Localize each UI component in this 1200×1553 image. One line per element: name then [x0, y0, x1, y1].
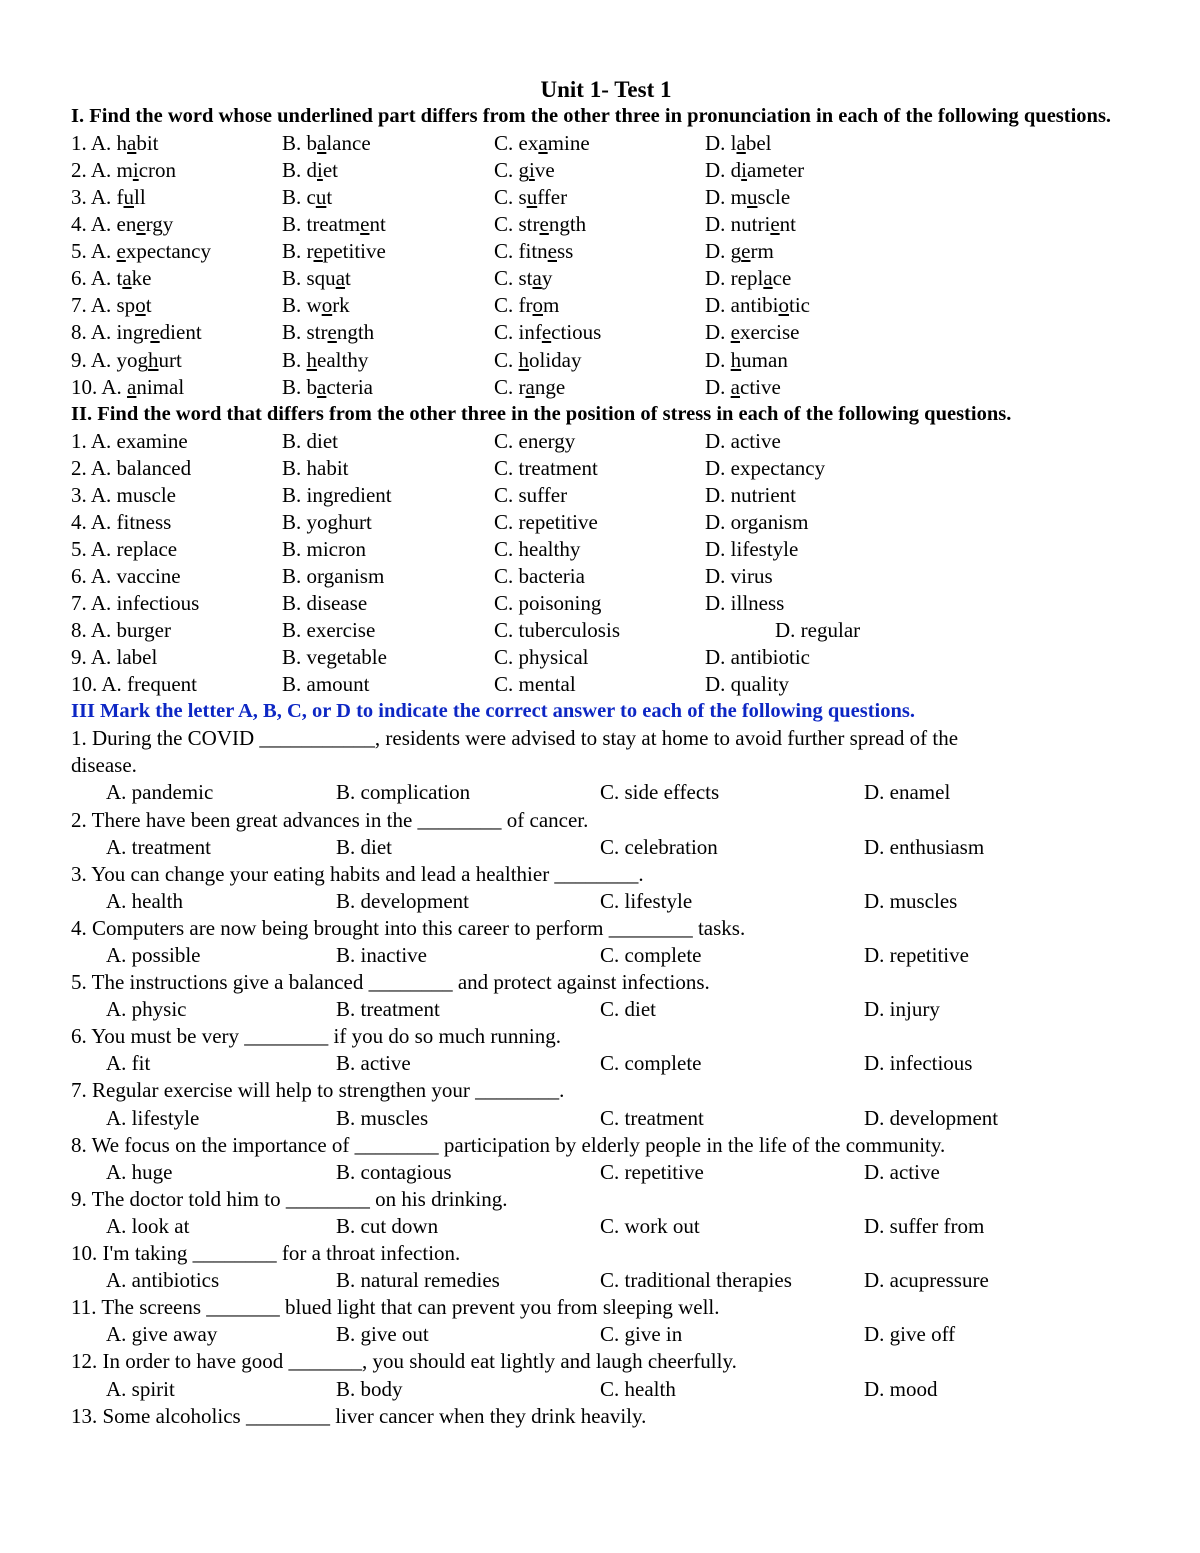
- section-1-list: [71, 130, 1141, 401]
- question-row: [71, 130, 1141, 157]
- underlined-part: e: [741, 239, 751, 264]
- option-a: A. fit: [106, 1051, 151, 1076]
- underlined-part: a: [736, 130, 746, 155]
- option-a: A. give away: [106, 1322, 218, 1347]
- question-text: 1. During the COVID ___________, residents were advised to stay at home to avoid further spread of the: [71, 726, 959, 751]
- option-c: C. range: [494, 374, 566, 399]
- option-d: D. give off: [864, 1322, 956, 1347]
- option-d: D. mood: [864, 1376, 938, 1401]
- option-d: D. enthusiasm: [864, 834, 985, 859]
- answer-options: [71, 1105, 1141, 1132]
- option-b: B. cut: [282, 184, 333, 209]
- option-b: B. diet: [282, 157, 339, 182]
- underlined-part: a: [763, 266, 773, 291]
- option-d: D. infectious: [864, 1051, 973, 1076]
- option-a: 7. A. spot: [71, 293, 152, 318]
- option-a: 2. A. micron: [71, 157, 177, 182]
- answer-options: [71, 1321, 1141, 1348]
- option-c: C. energy: [494, 428, 576, 453]
- option-a: A. health: [106, 888, 183, 913]
- question-row: [71, 319, 1141, 346]
- option-c: C. work out: [600, 1213, 700, 1238]
- underlined-part: a: [532, 266, 542, 291]
- answer-options: [71, 888, 1141, 915]
- underlined-part: o: [532, 293, 543, 318]
- option-b: B. treatment: [336, 997, 440, 1022]
- underlined-part: h: [306, 347, 318, 372]
- option-c: C. side effects: [600, 780, 720, 805]
- option-b: B. complication: [336, 780, 471, 805]
- option-b: B. exercise: [282, 618, 376, 643]
- underlined-part: i: [529, 157, 535, 182]
- option-c: C. repetitive: [494, 509, 598, 534]
- option-a: 10. A. frequent: [71, 672, 197, 697]
- option-c: C. treatment: [494, 455, 598, 480]
- option-d: D. active: [864, 1159, 940, 1184]
- underlined-part: u: [526, 184, 538, 209]
- option-b: B. active: [336, 1051, 411, 1076]
- option-a: A. huge: [106, 1159, 173, 1184]
- answer-options: [71, 1050, 1141, 1077]
- section-2-heading: II. Find the word that differs from the other three in the position of stress in each of the following questions.: [71, 402, 1012, 425]
- underlined-part: a: [317, 374, 327, 399]
- question-text-continued: disease.: [71, 753, 137, 778]
- answer-options: [71, 996, 1141, 1023]
- option-a: 6. A. take: [71, 266, 152, 291]
- answer-options: [71, 834, 1141, 861]
- option-c: C. suffer: [494, 184, 568, 209]
- option-d: D. nutrient: [705, 212, 796, 237]
- answer-options: [71, 1213, 1141, 1240]
- answer-options: [71, 1267, 1141, 1294]
- question-row: [71, 211, 1141, 238]
- option-b: B. muscles: [336, 1105, 429, 1130]
- option-b: B. contagious: [336, 1159, 452, 1184]
- option-b: B. give out: [336, 1322, 429, 1347]
- option-c: C. treatment: [600, 1105, 704, 1130]
- question-text: 13. Some alcoholics ________ liver cancer when they drink heavily.: [71, 1403, 647, 1428]
- option-c: C. tuberculosis: [494, 618, 620, 643]
- option-d: D. suffer from: [864, 1213, 985, 1238]
- option-c: C. from: [494, 293, 560, 318]
- option-d: D. illness: [705, 591, 785, 616]
- question-row: [71, 238, 1141, 265]
- question-row: [71, 509, 1141, 536]
- option-c: C. complete: [600, 1051, 702, 1076]
- underlined-part: o: [135, 293, 146, 318]
- option-d: D. active: [705, 428, 781, 453]
- question-row: [71, 347, 1141, 374]
- option-d: D. virus: [705, 564, 773, 588]
- underlined-part: e: [136, 212, 146, 237]
- answer-options: [71, 1159, 1141, 1186]
- question-row: [71, 644, 1141, 671]
- option-b: B. micron: [282, 536, 366, 561]
- option-c: C. fitness: [494, 239, 574, 264]
- option-c: C. mental: [494, 672, 576, 697]
- option-c: C. give in: [600, 1322, 683, 1347]
- option-c: C. physical: [494, 645, 589, 670]
- option-d: D. label: [705, 130, 772, 155]
- option-d: D. repetitive: [864, 943, 969, 968]
- underlined-part: e: [116, 239, 126, 264]
- option-b: B. strength: [282, 320, 375, 345]
- option-d: D. antibiotic: [705, 293, 810, 318]
- question-text: 3. You can change your eating habits and lead a healthier ________.: [71, 861, 644, 886]
- option-a: A. physic: [106, 997, 187, 1022]
- question-text: 5. The instructions give a balanced ________ and protect against infections.: [71, 970, 710, 995]
- option-d: D. replace: [705, 266, 792, 291]
- option-c: C. strength: [494, 212, 587, 237]
- option-a: A. treatment: [106, 834, 211, 859]
- question-row: [71, 536, 1141, 563]
- underlined-part: u: [123, 184, 134, 209]
- option-a: 9. A. label: [71, 645, 158, 670]
- answer-options: [71, 942, 1141, 969]
- option-d: D. expectancy: [705, 455, 826, 480]
- option-c: C. infectious: [494, 320, 602, 345]
- underlined-part: h: [518, 347, 530, 372]
- option-c: C. health: [600, 1376, 676, 1401]
- underlined-part: a: [335, 266, 346, 291]
- option-a: 9. A. yoghurt: [71, 347, 182, 372]
- section-3-heading: III Mark the letter A, B, C, or D to indicate the correct answer to each of the following questions.: [71, 700, 916, 723]
- underlined-part: e: [327, 320, 337, 345]
- question-row: [71, 671, 1141, 698]
- question-row: [71, 374, 1141, 401]
- question-row: [71, 184, 1141, 211]
- underlined-part: e: [770, 212, 780, 237]
- option-b: B. natural remedies: [336, 1268, 500, 1293]
- underlined-part: a: [127, 374, 137, 399]
- option-d: D. development: [864, 1105, 999, 1130]
- option-c: C. poisoning: [494, 591, 602, 616]
- option-a: 3. A. full: [71, 184, 146, 209]
- option-a: 5. A. replace: [71, 536, 178, 561]
- option-b: B. healthy: [282, 347, 369, 372]
- option-d: D. injury: [864, 997, 940, 1022]
- underlined-part: u: [747, 184, 758, 209]
- option-a: A. possible: [106, 943, 201, 968]
- option-a: 7. A. infectious: [71, 591, 200, 616]
- option-d: D. germ: [705, 239, 774, 264]
- question-row: [71, 292, 1141, 319]
- option-b: B. work: [282, 293, 350, 318]
- question-text: 4. Computers are now being brought into this career to perform ________ tasks.: [71, 915, 746, 940]
- underlined-part: e: [730, 320, 740, 345]
- option-b: B. balance: [282, 130, 371, 155]
- option-d: D. diameter: [705, 157, 805, 182]
- option-b: B. organism: [282, 564, 385, 588]
- option-b: B. ingredient: [282, 482, 392, 507]
- option-c: C. repetitive: [600, 1159, 704, 1184]
- underlined-part: a: [127, 130, 137, 155]
- option-d: D. regular: [775, 618, 861, 643]
- option-a: 8. A. burger: [71, 618, 171, 643]
- option-a: A. antibiotics: [106, 1268, 220, 1293]
- underlined-part: i: [132, 157, 139, 182]
- option-c: C. examine: [494, 130, 590, 155]
- underlined-part: h: [148, 347, 159, 372]
- question-row: [71, 563, 1141, 590]
- question-text: 12. In order to have good _______, you should eat lightly and laugh cheerfully.: [71, 1349, 737, 1374]
- option-a: A. lifestyle: [106, 1105, 200, 1130]
- page-title: Unit 1- Test 1: [540, 77, 672, 102]
- question-text: 7. Regular exercise will help to strengthen your ________.: [71, 1078, 565, 1103]
- option-b: B. inactive: [336, 943, 427, 968]
- option-a: A. pandemic: [106, 780, 214, 805]
- option-c: C. healthy: [494, 536, 581, 561]
- section-1-heading: I. Find the word whose underlined part differs from the other three in pronunciation in each of the following questions.: [71, 105, 1112, 127]
- answer-options: [71, 1376, 1141, 1403]
- question-row: [71, 265, 1141, 292]
- option-d: D. active: [705, 374, 781, 399]
- underlined-part: a: [730, 374, 740, 399]
- option-c: C. give: [494, 157, 555, 182]
- underlined-part: u: [315, 184, 327, 209]
- answer-options: [71, 779, 1141, 806]
- option-a: 4. A. energy: [71, 212, 174, 237]
- option-a: 1. A. examine: [71, 428, 188, 453]
- underlined-part: e: [150, 320, 160, 345]
- question-row: [71, 482, 1141, 509]
- underlined-part: a: [525, 374, 535, 399]
- option-d: D. exercise: [705, 320, 800, 345]
- option-d: D. enamel: [864, 780, 951, 805]
- underlined-part: a: [317, 130, 327, 155]
- option-a: 5. A. expectancy: [71, 239, 211, 264]
- question-text: 2. There have been great advances in the ________ of cancer.: [71, 807, 589, 832]
- option-d: D. nutrient: [705, 482, 796, 507]
- option-d: D. muscles: [864, 888, 958, 913]
- option-b: B. body: [336, 1376, 403, 1401]
- option-c: C. suffer: [494, 482, 568, 507]
- worksheet-page: [71, 76, 1141, 1430]
- option-a: 3. A. muscle: [71, 482, 176, 507]
- underlined-part: i: [741, 157, 748, 182]
- option-d: D. acupressure: [864, 1268, 989, 1293]
- option-b: B. vegetable: [282, 645, 387, 670]
- underlined-part: e: [547, 239, 557, 264]
- option-b: B. development: [336, 888, 469, 913]
- option-c: C. complete: [600, 943, 702, 968]
- option-b: B. squat: [282, 266, 351, 291]
- option-b: B. cut down: [336, 1213, 439, 1238]
- option-d: D. human: [705, 347, 788, 372]
- question-row: [71, 590, 1141, 617]
- option-b: B. diet: [282, 428, 338, 453]
- underlined-part: a: [122, 266, 132, 291]
- option-c: C. lifestyle: [600, 888, 693, 913]
- option-a: 10. A. animal: [71, 374, 185, 399]
- option-d: D. muscle: [705, 184, 791, 209]
- option-a: 2. A. balanced: [71, 455, 192, 480]
- option-c: C. celebration: [600, 834, 718, 859]
- question-row: [71, 428, 1141, 455]
- option-a: A. spirit: [106, 1376, 175, 1401]
- option-d: D. quality: [705, 672, 789, 697]
- underlined-part: i: [317, 157, 323, 182]
- option-b: B. amount: [282, 672, 370, 697]
- question-text: 9. The doctor told him to ________ on his drinking.: [71, 1186, 508, 1211]
- option-b: B. yoghurt: [282, 509, 372, 534]
- section-2-list: [71, 428, 1141, 699]
- underlined-part: e: [541, 320, 552, 345]
- question-text: 6. You must be very ________ if you do so much running.: [71, 1024, 561, 1049]
- option-b: B. diet: [336, 834, 392, 859]
- option-c: C. holiday: [494, 347, 582, 372]
- option-c: C. traditional therapies: [600, 1268, 792, 1293]
- section-3-list: [71, 725, 1141, 1429]
- underlined-part: a: [538, 130, 548, 155]
- underlined-part: h: [730, 347, 742, 372]
- option-b: B. disease: [282, 591, 368, 616]
- option-a: 1. A. habit: [71, 130, 159, 155]
- option-b: B. habit: [282, 455, 349, 480]
- question-row: [71, 455, 1141, 482]
- underlined-part: e: [313, 239, 323, 264]
- option-a: 6. A. vaccine: [71, 564, 181, 588]
- underlined-part: o: [321, 293, 333, 318]
- underlined-part: o: [778, 293, 789, 318]
- question-text: 8. We focus on the importance of ________ participation by elderly people in the life of the community.: [71, 1132, 946, 1157]
- option-d: D. antibiotic: [705, 645, 810, 670]
- option-b: B. repetitive: [282, 239, 386, 264]
- option-a: 4. A. fitness: [71, 509, 172, 534]
- underlined-part: e: [539, 212, 549, 237]
- question-text: 11. The screens _______ blued light that can prevent you from sleeping well.: [71, 1295, 720, 1320]
- underlined-part: e: [360, 212, 370, 237]
- option-a: 8. A. ingredient: [71, 320, 202, 345]
- option-c: C. diet: [600, 997, 656, 1022]
- question-text: 10. I'm taking ________ for a throat infection.: [71, 1241, 461, 1266]
- question-row: [71, 157, 1141, 184]
- option-b: B. treatment: [282, 212, 386, 237]
- option-d: D. lifestyle: [705, 536, 799, 561]
- option-b: B. bacteria: [282, 374, 373, 399]
- question-row: [71, 617, 1141, 644]
- option-a: A. look at: [106, 1213, 190, 1238]
- option-c: C. bacteria: [494, 564, 585, 588]
- option-c: C. stay: [494, 266, 553, 291]
- option-d: D. organism: [705, 509, 809, 534]
